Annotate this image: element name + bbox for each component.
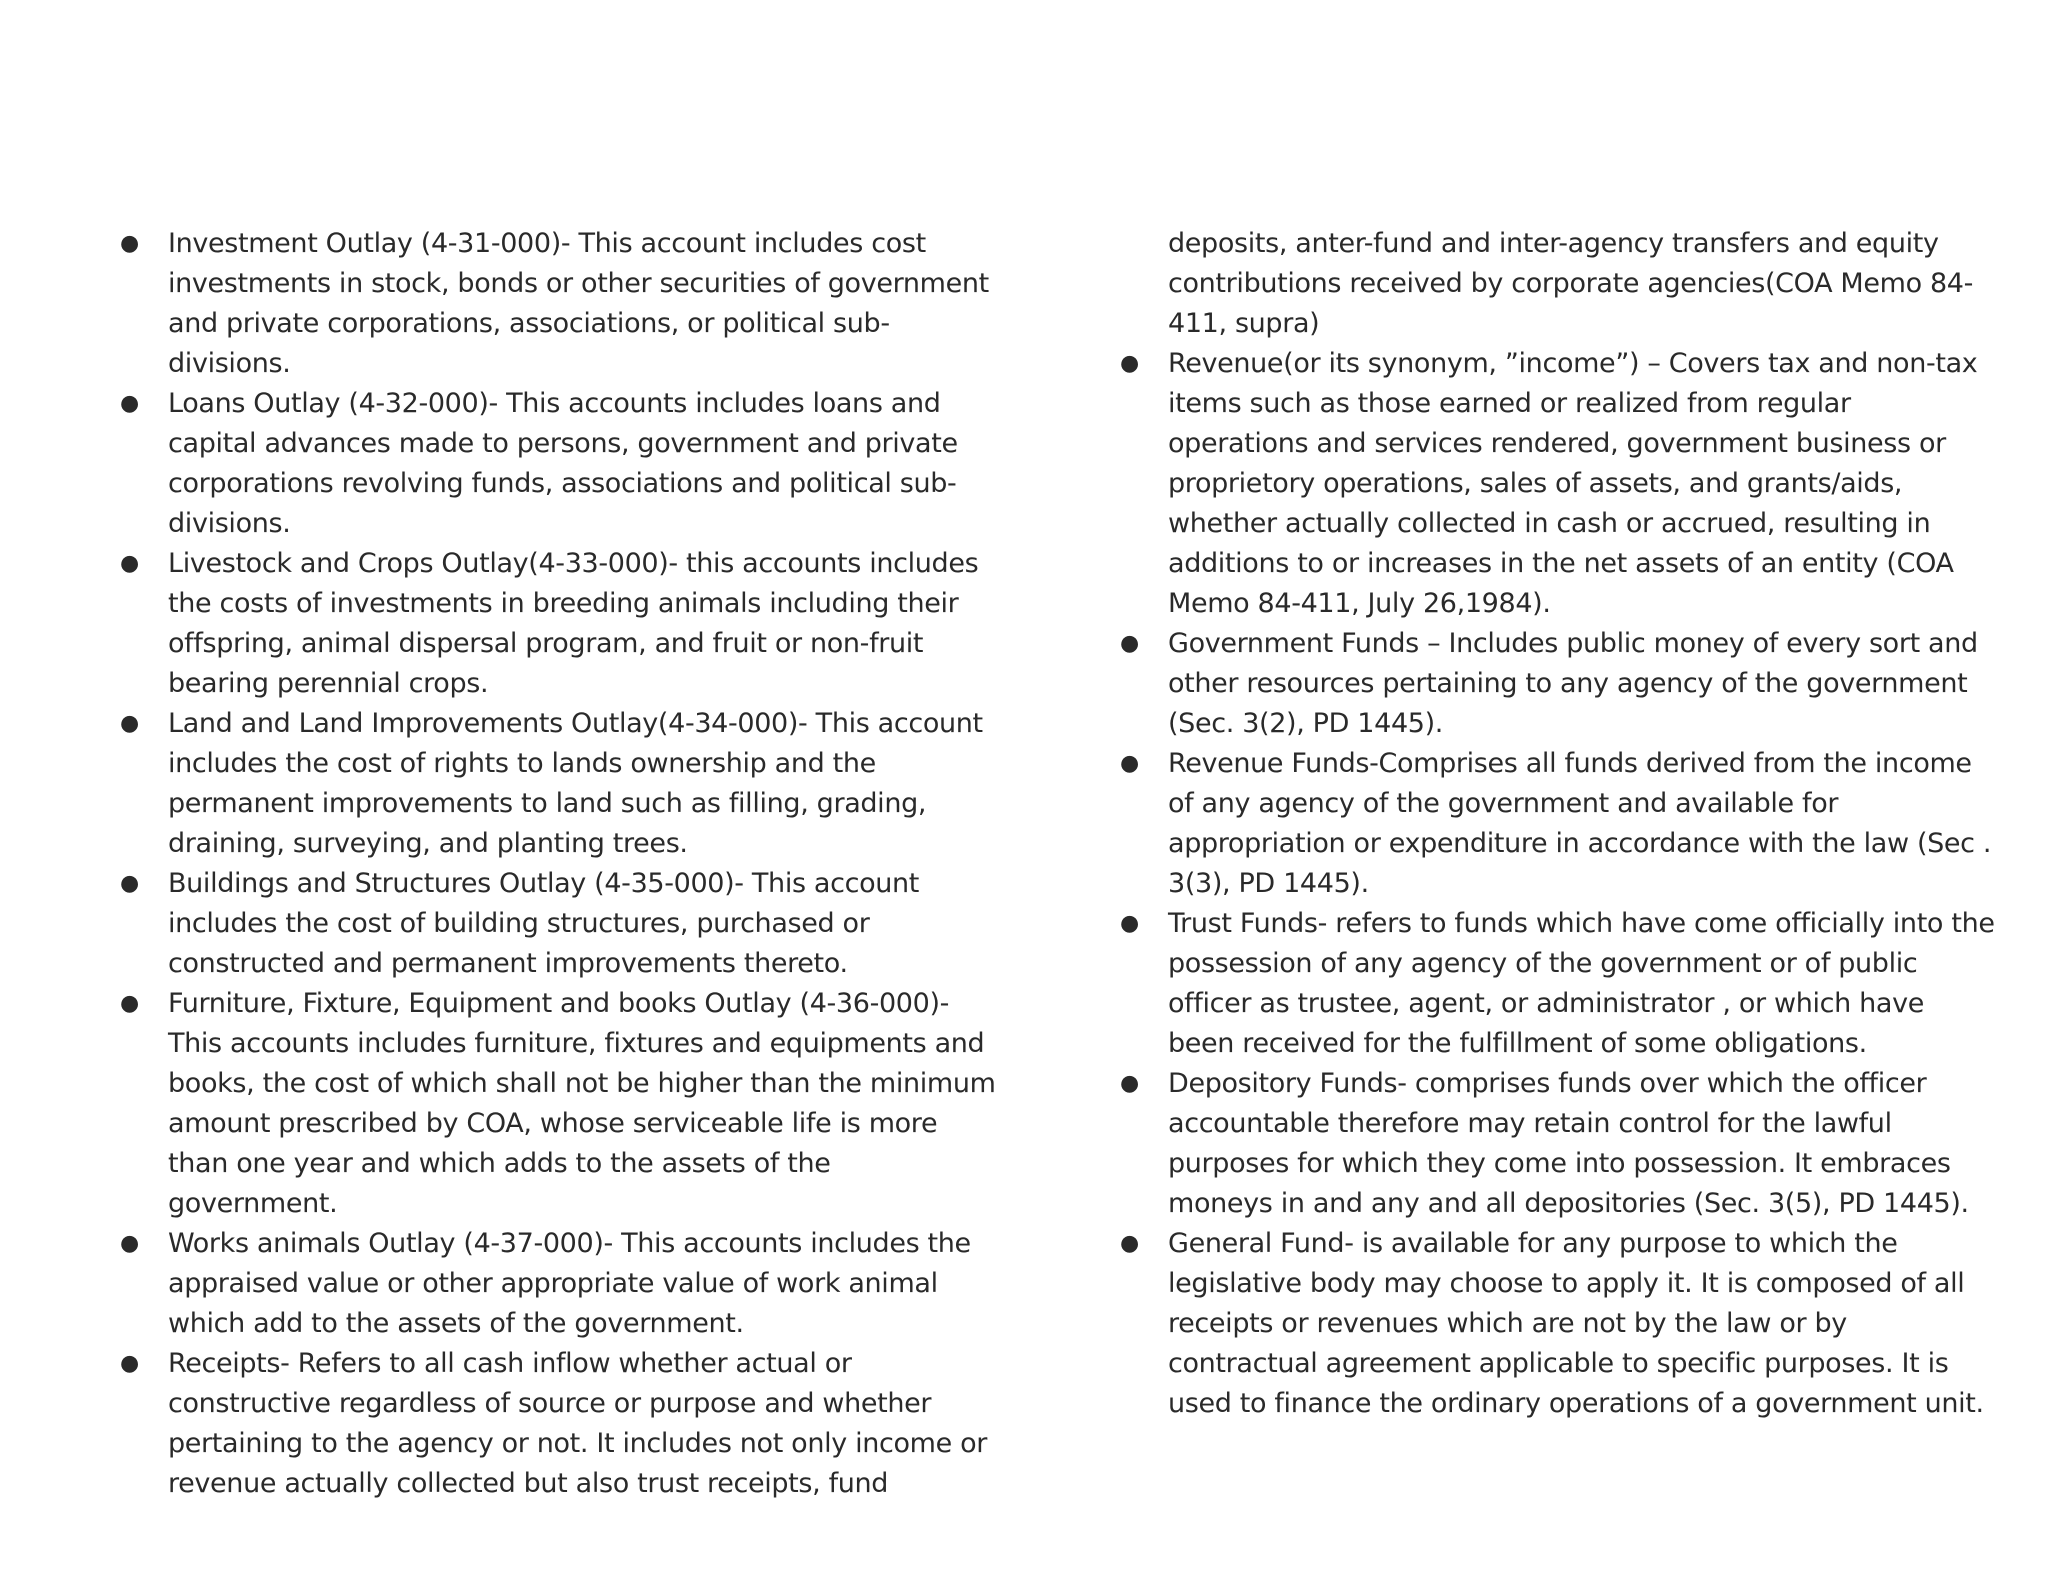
bullet-icon: ● [120, 711, 139, 736]
list-item [1118, 344, 1998, 624]
list-item [118, 384, 998, 544]
list-item [118, 1344, 998, 1504]
list-item [1118, 1224, 1998, 1424]
list-item-text: Loans Outlay (4-32-000)- This accounts includes loans and capital advances made to persons, government and private corporations revolving funds, associations and political sub-divisions. [168, 388, 958, 539]
list-item-text: Trust Funds- refers to funds which have come officially into the possession of any agency of the government or of public officer as trustee, agent, or administrator , or which have been received for the fulfillment of some obligations. [1168, 908, 1995, 1059]
list-item-text: Buildings and Structures Outlay (4-35-000)- This account includes the cost of building structures, purchased or constructed and permanent improvements thereto. [168, 868, 920, 979]
bullet-icon: ● [1120, 911, 1139, 936]
list-item [1118, 624, 1998, 744]
list-item-text: Works animals Outlay (4-37-000)- This accounts includes the appraised value or other appropriate value of work animal which add to the assets of the government. [168, 1228, 971, 1339]
bullet-icon: ● [1120, 1231, 1139, 1256]
list-item [1118, 904, 1998, 1064]
list-item-text: Revenue Funds-Comprises all funds derived from the income of any agency of the government and available for appropriation or expenditure in accordance with the law (Sec . 3(3), PD 1445). [1168, 748, 1992, 899]
list-item-text: Receipts- Refers to all cash inflow whether actual or constructive regardless of source or purpose and whether pertaining to the agency or not. It includes not only income or revenue actually collected but also trust receipts, fund [168, 1348, 988, 1499]
list-item [118, 1224, 998, 1344]
right-column-list [1118, 224, 1998, 1424]
list-item [118, 704, 998, 864]
bullet-icon: ● [1120, 631, 1139, 656]
list-item-text: Revenue(or its synonym, ”income”) – Covers tax and non-tax items such as those earned or realized from regular operations and services rendered, government business or proprietory operations, sales of assets, and grants/aids, whether actually collected in cash or accrued, resulting in additions to or increases in the net assets of an entity (COA Memo 84-411, July 26,1984). [1168, 348, 1978, 619]
bullet-icon: ● [120, 551, 139, 576]
continued-text [1118, 224, 1998, 344]
list-item-text: Livestock and Crops Outlay(4-33-000)- this accounts includes the costs of investments in breeding animals including their offspring, animal dispersal program, and fruit or non-fruit bearing perennial crops. [168, 548, 979, 699]
bullet-icon: ● [1120, 351, 1139, 376]
list-item [118, 984, 998, 1224]
list-item [1118, 1064, 1998, 1224]
list-item-text: Depository Funds- comprises funds over which the officer accountable therefore may retain control for the lawful purposes for which they come into possession. It embraces moneys in and any and all depositories (Sec. 3(5), PD 1445). [1168, 1068, 1969, 1219]
bullet-icon: ● [120, 231, 139, 256]
bullet-icon: ● [120, 991, 139, 1016]
list-item-text: Land and Land Improvements Outlay(4-34-000)- This account includes the cost of rights to lands ownership and the permanent improvements to land such as filling, grading, draining, surveying, and planting trees. [168, 708, 983, 859]
list-item-text: Investment Outlay (4-31-000)- This account includes cost investments in stock, bonds or other securities of government and private corporations, associations, or political sub-divisions. [168, 228, 989, 379]
list-item-text: General Fund- is available for any purpose to which the legislative body may choose to apply it. It is composed of all receipts or revenues which are not by the law or by contractual agreement applicable to specific purposes. It is used to finance the ordinary operations of a government unit. [1168, 1228, 1984, 1419]
list-item [118, 864, 998, 984]
bullet-icon: ● [120, 1351, 139, 1376]
list-item [118, 544, 998, 704]
bullet-icon: ● [120, 871, 139, 896]
bullet-icon: ● [120, 1231, 139, 1256]
bullet-icon: ● [120, 391, 139, 416]
list-item-text: Government Funds – Includes public money of every sort and other resources pertaining to any agency of the government (Sec. 3(2), PD 1445). [1168, 628, 1978, 739]
left-column-list [118, 224, 998, 1504]
list-item [118, 224, 998, 384]
list-item [1118, 744, 1998, 904]
bullet-icon: ● [1120, 751, 1139, 776]
continued-text-content: deposits, anter-fund and inter-agency transfers and equity contributions received by corporate agencies(COA Memo 84-411, supra) [1168, 228, 1974, 339]
bullet-icon: ● [1120, 1071, 1139, 1096]
list-item-text: Furniture, Fixture, Equipment and books Outlay (4-36-000)- This accounts includes furniture, fixtures and equipments and books, the cost of which shall not be higher than the minimum amount prescribed by COA, whose serviceable life is more than one year and which adds to the assets of the government. [168, 988, 996, 1219]
